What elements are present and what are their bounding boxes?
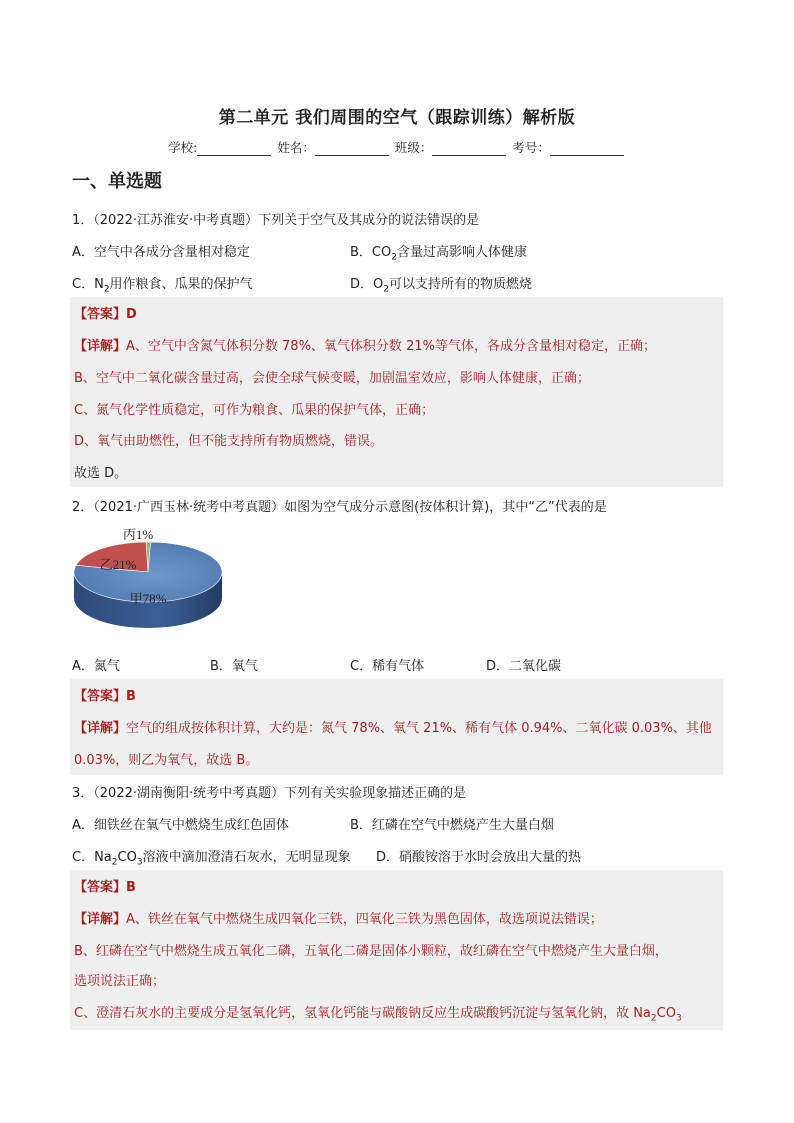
q1-detail-1-text: A、空气中含氮气体积分数 78%、氧气体积分数 21%等气体，各成分含量相对稳定，正确； (126, 339, 656, 354)
q2-answer-block (70, 679, 723, 775)
q3-option-a: A．细铁丝在氧气中燃烧生成红色固体 (72, 818, 289, 833)
school-label: 学校: (168, 140, 198, 155)
q1-detail-3: C、氮气化学性质稳定，可作为粮食、瓜果的保护气体，正确； (74, 403, 435, 418)
q3-c-mid: CO (117, 850, 137, 865)
q1-detail-1 (74, 335, 656, 354)
q2-detail-2: 0.03%，则乙为氧气，故选 B。 (74, 753, 259, 768)
q1-c-post: 用作粮食、瓜果的保护气 (109, 277, 253, 292)
q3-answer-value: B (126, 880, 136, 895)
id-label: 考号： (512, 140, 550, 155)
q2-answer-value: B (126, 689, 136, 704)
q1-d-post: 可以支持所有的物质燃烧 (388, 277, 532, 292)
q3-answer (74, 876, 136, 895)
class-blank[interactable] (432, 143, 506, 156)
q1-c-pre: C．N (72, 277, 104, 292)
q3-option-d: D．硝酸铵溶于水时会放出大量的热 (376, 850, 582, 865)
q1-option-a: A．空气中各成分含量相对稳定 (72, 245, 250, 260)
q1-option-b (350, 241, 527, 263)
air-composition-pie-chart (72, 520, 232, 640)
q1-answer-value: D (126, 307, 137, 322)
q3-option-b: B．红磷在空气中燃烧产生大量白烟 (350, 818, 554, 833)
q1-detail-tag: 【详解】 (74, 339, 127, 354)
q2-option-a: A．氮气 (72, 659, 120, 674)
q3-c-sub1: 2 (111, 857, 118, 868)
q1-option-d (350, 273, 532, 295)
q1-d-pre: D．O (350, 277, 384, 292)
pie-label-丙: 丙1% (122, 527, 154, 542)
q3-detail-3: 选项说法正确； (74, 974, 166, 989)
school-blank[interactable] (197, 143, 271, 156)
q1-answer-tag: 【答案】 (74, 307, 127, 322)
q3-c-sub2: 3 (136, 857, 143, 868)
q1-detail-4: D、氧气由助燃性，但不能支持所有物质燃烧，错误。 (74, 434, 384, 449)
q3-answer-tag: 【答案】 (74, 880, 127, 895)
q2-detail-tag: 【详解】 (74, 721, 127, 736)
q2-detail-1 (74, 717, 712, 736)
q2-option-c: C．稀有气体 (350, 659, 425, 674)
q3-detail-4-sub1: 2 (650, 1013, 657, 1024)
q1-option-c (72, 273, 253, 295)
q3-detail-tag: 【详解】 (74, 912, 127, 927)
q2-answer-tag: 【答案】 (74, 689, 127, 704)
q3-detail-1-text: A、铁丝在氧气中燃烧生成四氧化三铁，四氧化三铁为黑色固体，故选项说法错误； (126, 912, 603, 927)
page-title: 第二单元 我们周围的空气（跟踪训练）解析版 (218, 108, 576, 128)
name-label: 姓名： (277, 140, 315, 155)
q1-detail-5: 故选 D。 (74, 466, 128, 481)
q2-detail-1-text: 空气的组成按体积计算，大约是：氮气 78%、氧气 21%、稀有气体 0.94%、二氧化碳 0.03%、其他 (126, 721, 712, 736)
q3-detail-2: B、红磷在空气中燃烧生成五氧化二磷，五氧化二磷是固体小颗粒，故红磷在空气中燃烧产生大量白烟， (74, 944, 668, 959)
q2-option-d: D．二氧化碳 (486, 659, 562, 674)
q3-c-pre: C．Na (72, 850, 112, 865)
q3-stem: 3．（2022·湖南衡阳·统考中考真题）下列有关实验现象描述正确的是 (72, 786, 467, 801)
q1-b-pre: B．CO (350, 245, 392, 260)
q1-stem: 1．（2022·江苏淮安·中考真题）下列关于空气及其成分的说法错误的是 (72, 213, 480, 228)
id-blank[interactable] (550, 143, 624, 156)
q1-detail-2: B、空气中二氧化碳含量过高，会使全球气候变暖，加剧温室效应，影响人体健康，正确； (74, 371, 590, 386)
q2-answer (74, 685, 136, 704)
q3-detail-4 (74, 1002, 682, 1024)
q2-option-b: B．氧气 (210, 659, 258, 674)
q1-c-sub: 2 (103, 284, 110, 295)
q3-detail-1 (74, 908, 603, 927)
q2-stem: 2．（2021·广西玉林·统考中考真题）如图为空气成分示意图(按体积计算)，其中“乙”代表的是 (72, 500, 607, 515)
q3-answer-block (70, 870, 723, 1030)
q1-b-post: 含量过高影响人体健康 (396, 245, 527, 260)
q3-detail-4-pre: C、澄清石灰水的主要成分是氢氧化钙，氢氧化钙能与碳酸钠反应生成碳酸钙沉淀与氢氧化钠，故 Na (74, 1006, 651, 1021)
pie-group (74, 527, 222, 628)
pie-label-甲: 甲78% (129, 591, 167, 606)
student-info-line (0, 138, 794, 156)
pie-label-乙: 乙21% (99, 557, 137, 572)
q3-c-post: 溶液中滴加澄清石灰水，无明显现象 (142, 850, 351, 865)
q3-option-c (72, 846, 351, 868)
section-heading: 一、单选题 (72, 171, 162, 192)
q3-detail-4-mid: CO (656, 1006, 676, 1021)
q1-answer-block (70, 297, 723, 487)
q1-b-sub: 2 (391, 252, 397, 263)
name-blank[interactable] (315, 143, 389, 156)
q3-detail-4-sub2: 3 (675, 1013, 682, 1024)
q1-answer (74, 303, 137, 322)
class-label: 班级： (394, 140, 433, 155)
q1-d-sub: 2 (383, 284, 389, 295)
